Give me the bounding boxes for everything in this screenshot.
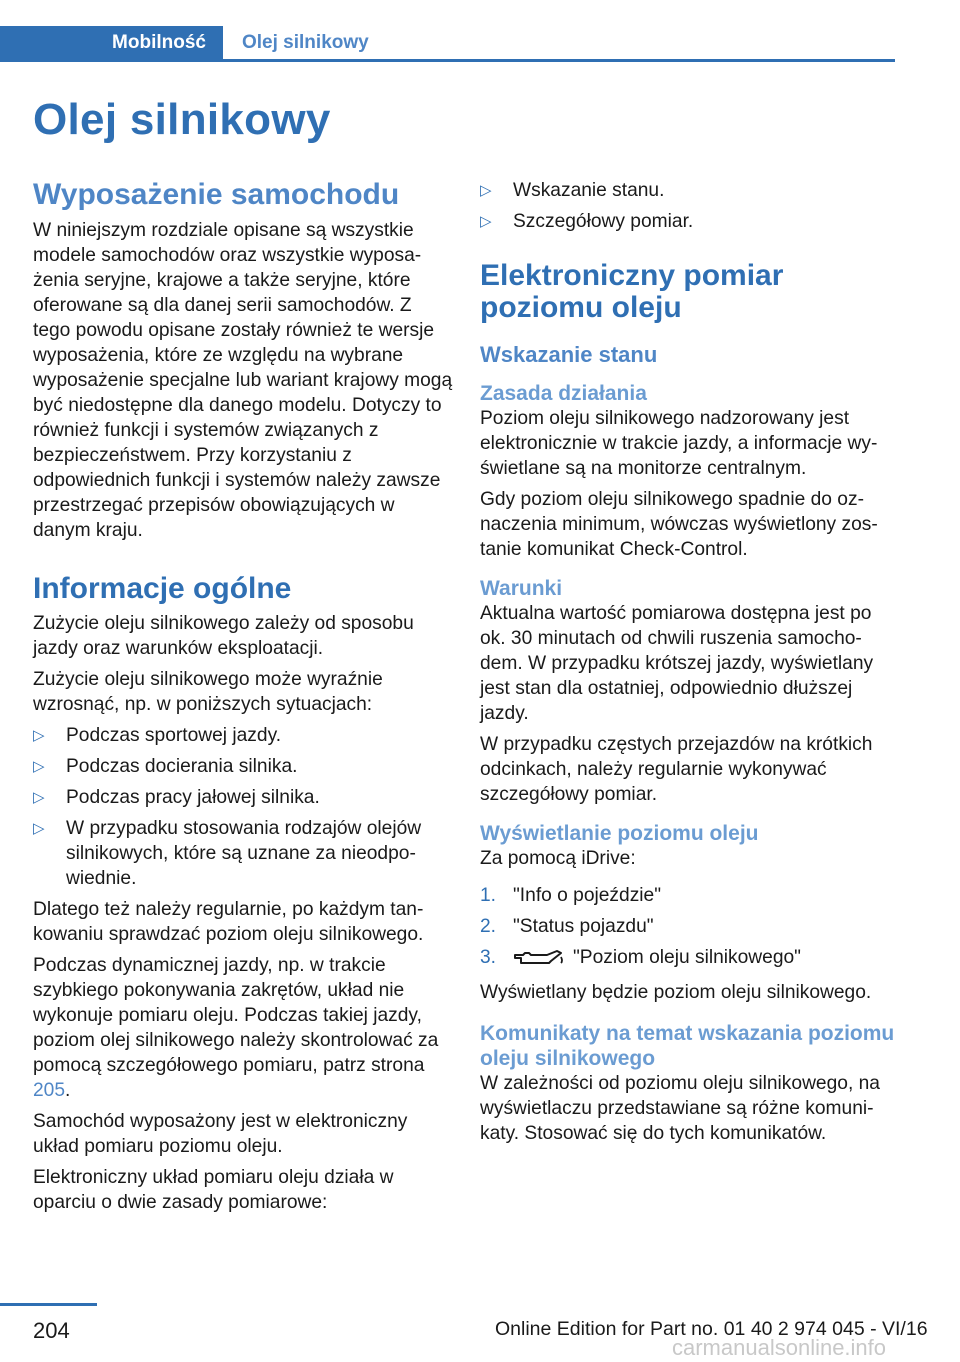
paragraph-conditions-2: W przypadku częstych przejazdów na krótkich odcinkach, należy regularnie wykonywać szczegółowy pomiar. (480, 734, 873, 805)
paragraph-principle-1: Poziom oleju silnikowego nadzorowany jest elektronicznie w trakcie jazdy, a informacje wyświetlane są na monitorze centralnym. (480, 408, 878, 479)
paragraph-equipment: W niniejszym rozdziale opisane są wszystkie modele samochodów oraz wszystkie wyposażenia seryjne, krajowe a także seryjne, które oferowane są dla danej serii samochodów. Z tego powodu opisane zostały również te wersje wyposażenia, które ze względu na wybrane wyposażenie specjalne lub wariant krajowy mogą być niedostępne dla danego modelu. Dotyczy to również funkcji i systemów związanych z bezpieczeństwem. Przy korzystaniu z odpowiednich funkcji i systemów należy zawsze przestrzegać przepisów obowiązujących w danym kraju. (33, 220, 453, 541)
paragraph-regular-check: Dlatego też należy regularnie, po każdym tankowaniu sprawdzać poziom oleju silnikowego. (33, 899, 424, 945)
right-column (480, 178, 898, 1152)
chapter-tab (0, 26, 223, 60)
list-item: 3. "Poziom oleju silnikowego" (480, 945, 898, 974)
heading-oil-level-display: Wyświetlanie poziomu oleju (480, 822, 759, 845)
heading-general-info: Informacje ogólne (33, 572, 292, 605)
heading-conditions: Warunki (480, 577, 563, 600)
edition-note: Online Edition for Part no. 01 40 2 974 045 - VI/16 (495, 1318, 928, 1340)
list-item: ▷ Podczas sportowej jazdy. (33, 725, 282, 746)
consumption-list (33, 723, 453, 891)
list-item: ▷ Wskazanie stanu. (480, 180, 665, 201)
bullet-arrow-icon: ▷ (33, 820, 45, 837)
paragraph-general-2: Zużycie oleju silnikowego może wyraźnie wzrosnąć, np. w poniższych sytuacjach: (33, 669, 383, 715)
paragraph-general-1: Zużycie oleju silnikowego zależy od sposobu jazdy oraz warunków eksploatacji. (33, 613, 414, 659)
paragraph-principles: Elektroniczny układ pomiaru oleju działa w oparciu o dwie zasady pomiarowe: (33, 1167, 394, 1213)
list-item: ▷ W przypadku stosowania rodzajów olejów silnikowych, które są uznane za nieodpowiednie. (33, 818, 422, 889)
bullet-arrow-icon: ▷ (33, 727, 45, 744)
heading-equipment: Wyposażenie samochodu (33, 178, 400, 211)
header-rule (0, 59, 895, 62)
page-reference-link[interactable]: 205 (33, 1080, 66, 1101)
heading-electronic-measurement: Elektroniczny pomiar poziomu oleju (480, 259, 784, 324)
list-item: ▷ Szczegółowy pomiar. (480, 211, 694, 232)
heading-principle: Zasada działania (480, 382, 647, 405)
chapter-tab-label: Mobilność (112, 32, 206, 53)
page-title: Olej silnikowy (33, 95, 331, 144)
list-item: 2. "Status pojazdu" (480, 916, 654, 937)
paragraph-equipped: Samochód wyposażony jest w elektroniczny układ pomiaru poziomu oleju. (33, 1111, 408, 1157)
chapter-header (0, 26, 895, 62)
page-number: 204 (33, 1318, 70, 1343)
left-column (33, 178, 453, 1221)
paragraph-conditions-1: Aktualna wartość pomiarowa dostępna jest po ok. 30 minutach od chwili ruszenia samochodem. W przypadku krótszej jazdy, wyświetlany jest stan dla ostatniej, odpowiednio dłuższej jazdy. (480, 603, 874, 724)
bullet-arrow-icon: ▷ (480, 213, 492, 230)
list-item: ▷ Podczas pracy jałowej silnika. (33, 787, 320, 808)
idrive-steps (480, 883, 898, 974)
list-item: 1. "Info o pojeździe" (480, 885, 662, 906)
section-tab-label: Olej silnikowy (242, 32, 369, 53)
paragraph-oil-level-shown: Wyświetlany będzie poziom oleju silnikowego. (480, 982, 872, 1003)
paragraph-dynamic-driving: Podczas dynamicznej jazdy, np. w trakcie szybkiego pokonywania zakrętów, układ nie wykonuje pomiaru oleju. Podczas takiej jazdy, poziom olej silnikowego należy skontrolować za pomocą szczegółowego pomiaru, patrz strona 205. (33, 955, 439, 1101)
paragraph-idrive: Za pomocą iDrive: (480, 848, 636, 869)
heading-messages: Komunikaty na temat wskazania poziomu oleju silnikowego (480, 1022, 895, 1070)
paragraph-principle-2: Gdy poziom oleju silnikowego spadnie do oznaczenia minimum, wówczas wyświetlony zostanie komunikat Check-Control. (480, 489, 878, 560)
watermark: carmanualsonline.info (672, 1335, 887, 1360)
bullet-arrow-icon: ▷ (33, 789, 45, 806)
list-item: ▷ Podczas docierania silnika. (33, 756, 298, 777)
bullet-arrow-icon: ▷ (33, 758, 45, 775)
heading-status-display: Wskazanie stanu (480, 342, 658, 367)
oil-can-icon (513, 949, 565, 974)
principles-list (480, 178, 898, 234)
paragraph-messages: W zależności od poziomu oleju silnikowego, na wyświetlaczu przedstawiane są różne komunikaty. Stosować się do tych komunikatów. (480, 1073, 880, 1144)
footer-rule (0, 1303, 97, 1306)
bullet-arrow-icon: ▷ (480, 182, 492, 199)
